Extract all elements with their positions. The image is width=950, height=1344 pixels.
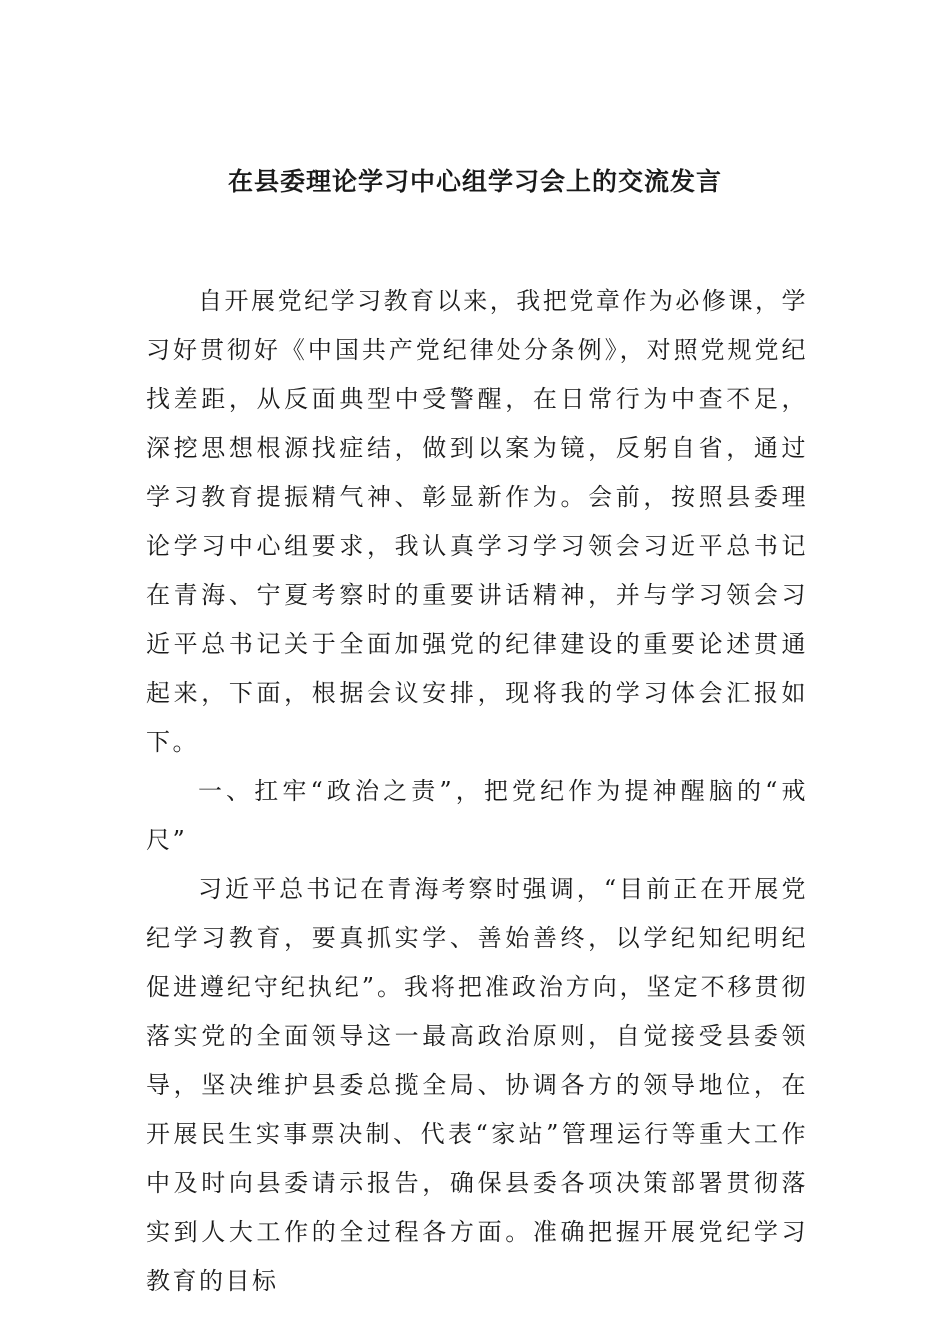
document-title: 在县委理论学习中心组学习会上的交流发言 xyxy=(227,167,722,196)
intro-paragraph: 自开展党纪学习教育以来，我把党章作为必修课，学习好贯彻好《中国共产党纪律处分条例》，对照党规党纪找差距，从反面典型中受警醒，在日常行为中查不足，深挖思想根源找症结，做到以案为镜，反躬自省，通过学习教育提振精气神、彰显新作为。会前，按照县委理论学习中心组要求，我认真学习学习领会习近平总书记在青海、宁夏考察时的重要讲话精神，并与学习领会习近平总书记关于全面加强党的纪律建设的重要论述贯通起来，下面，根据会议安排，现将我的学习体会汇报如下。 xyxy=(146,287,808,756)
section-heading: 一、扛牢“政治之责”，把党纪作为提神醒脑的“戒尺” xyxy=(146,777,808,854)
body-paragraph: 习近平总书记在青海考察时强调，“目前正在开展党纪学习教育，要真抓实学、善始善终，以学纪知纪明纪促进遵纪守纪执纪”。我将把准政治方向，坚定不移贯彻落实党的全面领导这一最高政治原则，自觉接受县委领导，坚决维护县委总揽全局、协调各方的领导地位，在开展民生实事票决制、代表“家站”管理运行等重大工作中及时向县委请示报告，确保县委各项决策部署贯彻落实到人大工作的全过程各方面。准确把握开展党纪学习教育的目标 xyxy=(146,875,808,1295)
document-body xyxy=(146,277,808,1306)
